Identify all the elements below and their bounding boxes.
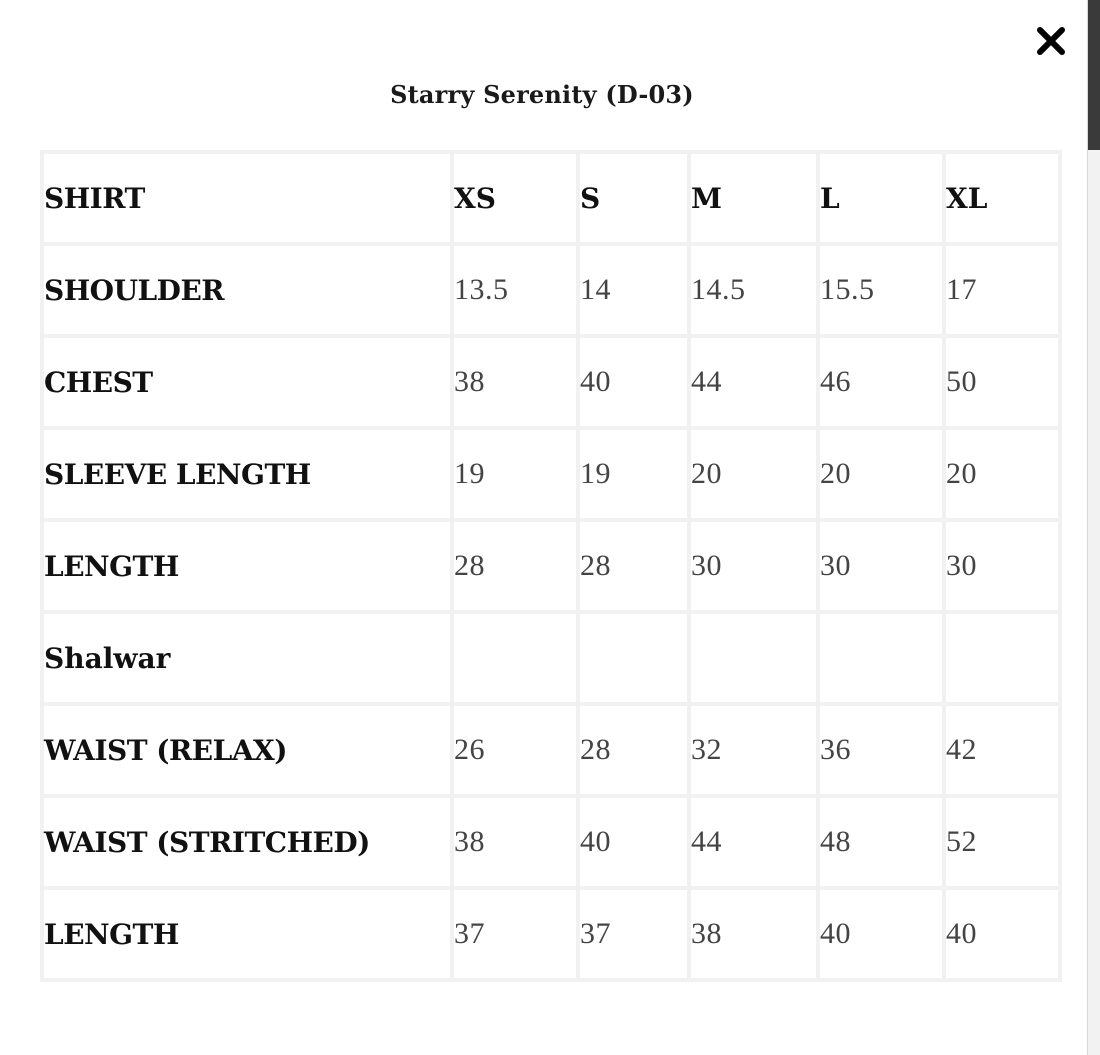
table-row	[44, 522, 1058, 610]
size-header-m: M	[691, 154, 816, 242]
measurement-label: SLEEVE LENGTH	[44, 430, 450, 518]
measurement-value: 15.5	[820, 246, 942, 334]
size-header-l: L	[820, 154, 942, 242]
measurement-value: 52	[946, 798, 1058, 886]
measurement-value: 30	[691, 522, 816, 610]
measurement-value: 14	[580, 246, 687, 334]
modal-title: Starry Serenity (D-03)	[390, 80, 694, 109]
measurement-value: 40	[946, 890, 1058, 978]
header-label: SHIRT	[44, 154, 450, 242]
measurement-value: 19	[580, 430, 687, 518]
close-button[interactable]	[1032, 22, 1072, 62]
measurement-label: LENGTH	[44, 890, 450, 978]
table-header-row	[44, 154, 1058, 242]
background-page-edge	[1087, 0, 1100, 1055]
measurement-value: 20	[820, 430, 942, 518]
measurement-value: 40	[580, 338, 687, 426]
measurement-value: 28	[454, 522, 576, 610]
measurement-value: 38	[691, 890, 816, 978]
measurement-value: 37	[454, 890, 576, 978]
measurement-value: 19	[454, 430, 576, 518]
measurement-label: WAIST (RELAX)	[44, 706, 450, 794]
measurement-value	[691, 614, 816, 702]
measurement-label: CHEST	[44, 338, 450, 426]
measurement-value: 50	[946, 338, 1058, 426]
measurement-value: 36	[820, 706, 942, 794]
measurement-label: WAIST (STRITCHED)	[44, 798, 450, 886]
measurement-label: SHOULDER	[44, 246, 450, 334]
measurement-value	[454, 614, 576, 702]
background-page-dark-strip	[1088, 0, 1100, 150]
measurement-value: 20	[946, 430, 1058, 518]
measurement-value: 42	[946, 706, 1058, 794]
close-icon	[1032, 22, 1072, 62]
size-header-xs: XS	[454, 154, 576, 242]
table-row	[44, 706, 1058, 794]
table-row	[44, 798, 1058, 886]
section-label: Shalwar	[44, 614, 450, 702]
measurement-value: 13.5	[454, 246, 576, 334]
measurement-value: 30	[946, 522, 1058, 610]
measurement-value: 38	[454, 338, 576, 426]
measurement-value: 40	[580, 798, 687, 886]
measurement-value: 37	[580, 890, 687, 978]
measurement-value: 26	[454, 706, 576, 794]
measurement-value: 28	[580, 522, 687, 610]
size-header-s: S	[580, 154, 687, 242]
measurement-value: 14.5	[691, 246, 816, 334]
measurement-label: LENGTH	[44, 522, 450, 610]
measurement-value: 48	[820, 798, 942, 886]
measurement-value	[580, 614, 687, 702]
measurement-value: 30	[820, 522, 942, 610]
table-row	[44, 430, 1058, 518]
measurement-value: 44	[691, 338, 816, 426]
measurement-value: 32	[691, 706, 816, 794]
measurement-value: 44	[691, 798, 816, 886]
measurement-value	[820, 614, 942, 702]
size-chart-table	[40, 150, 1062, 982]
measurement-value: 40	[820, 890, 942, 978]
measurement-value	[946, 614, 1058, 702]
table-row	[44, 338, 1058, 426]
table-row	[44, 246, 1058, 334]
measurement-value: 46	[820, 338, 942, 426]
measurement-value: 17	[946, 246, 1058, 334]
measurement-value: 38	[454, 798, 576, 886]
size-header-xl: XL	[946, 154, 1058, 242]
measurement-value: 20	[691, 430, 816, 518]
table-row	[44, 614, 1058, 702]
measurement-value: 28	[580, 706, 687, 794]
table-row	[44, 890, 1058, 978]
